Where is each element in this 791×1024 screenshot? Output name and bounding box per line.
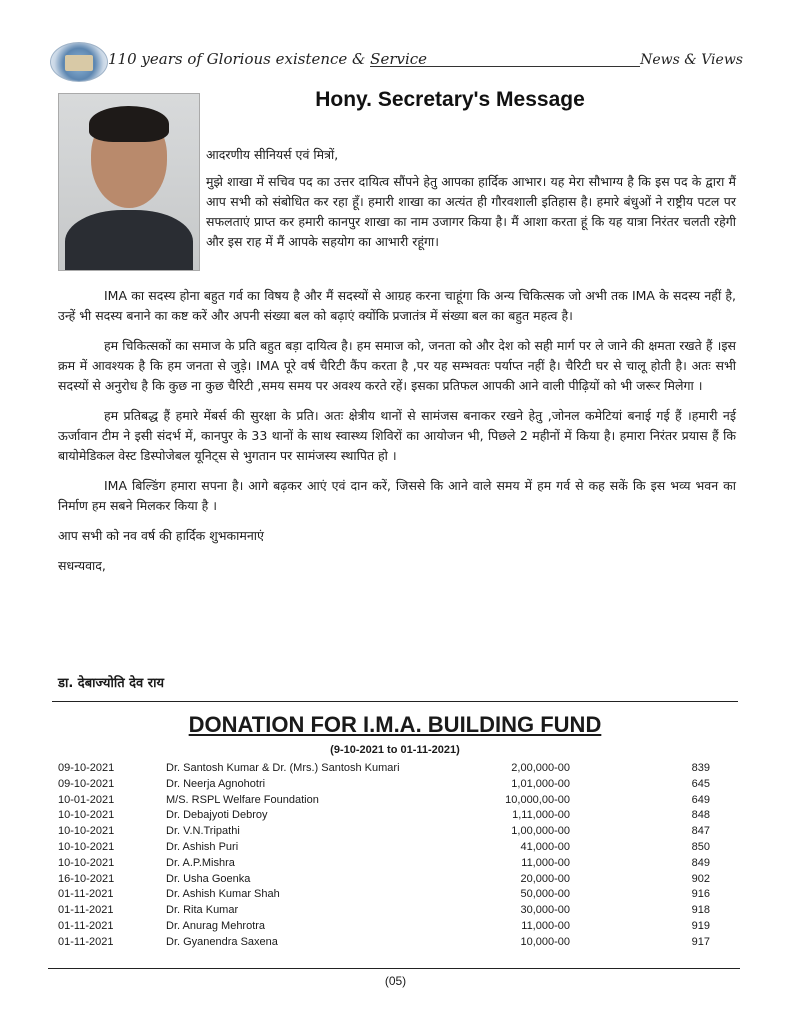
section-name: News & Views (640, 52, 743, 68)
donation-amount: 11,000-00 (521, 919, 570, 932)
donor-name: Dr. Ashish Puri (166, 840, 239, 853)
donor-name: M/S. RSPL Welfare Foundation (166, 793, 319, 806)
table-row (58, 762, 718, 778)
greeting: आप सभी को नव वर्ष की हार्दिक शुभकामनाएं (58, 528, 264, 543)
page-title: Hony. Secretary's Message (315, 88, 585, 111)
donation-table (58, 762, 718, 952)
header-tagline: 110 years of Glorious existence & Service (108, 50, 428, 68)
donation-amount: 1,00,000-00 (511, 825, 570, 838)
thanks: सधन्यवाद, (58, 558, 106, 573)
letter-paragraph: हम प्रतिबद्ध हैं हमारे मेंबर्स की सुरक्षा के प्रति। अतः क्षेत्रीय थानों से सामंजस बनाकर रखने हेतु ,जोनल कमेटियां बनाई गई हैं ।हमारी नई ऊर्जावान टीम ने इसी संदर्भ में, कानपुर के 33 थानों के साथ स्वास्थ्य शिविरों का आयोजन भी, पिछले 2 महीनों में किया है। हमारा निरंतर प्रयास हैं कि बायोमेडिकल वेस्ट डिस्पोजेबल यूनिट्स से भुगतान पर सामंजस्य स्थापित हो । (58, 408, 736, 463)
receipt-number: 902 (691, 872, 710, 885)
donor-name: Dr. Ashish Kumar Shah (166, 888, 280, 901)
donation-amount: 10,000,00-00 (505, 793, 570, 806)
donation-amount: 11,000-00 (521, 856, 570, 869)
donation-date: 10-10-2021 (58, 840, 115, 853)
donation-amount: 1,11,000-00 (512, 809, 570, 822)
ima-logo (50, 42, 108, 82)
receipt-number: 850 (691, 840, 710, 853)
donor-name: Dr. Gyanendra Saxena (166, 935, 278, 948)
receipt-number: 649 (691, 793, 710, 806)
table-row (58, 920, 718, 936)
page-header (0, 0, 791, 90)
receipt-number: 916 (691, 888, 710, 901)
salutation-text: आदरणीय सीनियर्स एवं मित्रों, (206, 147, 339, 162)
receipt-number: 918 (691, 904, 710, 917)
donation-date: 01-11-2021 (58, 904, 114, 917)
receipt-number: 645 (691, 777, 710, 790)
salutation (206, 145, 736, 165)
divider (52, 701, 738, 702)
donation-amount: 20,000-00 (520, 872, 570, 885)
donation-period: (9-10-2021 to 01-11-2021) (330, 744, 460, 756)
receipt-number: 839 (691, 762, 710, 774)
donation-amount: 10,000-00 (520, 935, 570, 948)
donor-name: Dr. A.P.Mishra (166, 856, 235, 869)
donor-name: Dr. Neerja Agnohotri (166, 777, 266, 790)
table-row (58, 857, 718, 873)
donor-name: Dr. V.N.Tripathi (166, 825, 240, 838)
donation-date: 01-11-2021 (58, 919, 114, 932)
table-row (58, 873, 718, 889)
header-rule (370, 66, 640, 67)
table-row (58, 888, 718, 904)
letter-paragraph: मुझे शाखा में सचिव पद का उत्तर दायित्व सौंपने हेतु आपका हार्दिक आभार। यह मेरा सौभाग्य है कि इस पद के द्वारा मैं आप सभी को संबोधित कर रहा हूँ। हमारी शाखा का अत्यंत ही गौरवशाली इतिहास है। हमारे बंधुओं ने राष्ट्रीय पटल पर सफलताएं प्राप्त कर हमारी कानपुर शाखा का नाम उजागर किया है। मैं आशा करता हूं कि यह यात्रा निरंतर चलती रहेगी और इस राह में मैं आपके सहयोग का आभारी रहूंगा। (206, 174, 736, 249)
receipt-number: 848 (691, 809, 710, 822)
donation-date: 10-01-2021 (58, 793, 115, 806)
donation-date: 10-10-2021 (58, 809, 115, 822)
donation-date: 01-11-2021 (58, 888, 114, 901)
table-row (58, 825, 718, 841)
donor-name: Dr. Santosh Kumar & Dr. (Mrs.) Santosh Kumari (166, 762, 400, 774)
building-icon (65, 55, 93, 71)
donation-date: 09-10-2021 (58, 762, 115, 774)
photo-hair (89, 106, 169, 142)
table-row (58, 778, 718, 794)
donation-date: 16-10-2021 (58, 872, 115, 885)
donor-name: Dr. Anurag Mehrotra (166, 919, 266, 932)
donation-date: 09-10-2021 (58, 777, 115, 790)
donation-amount: 41,000-00 (520, 840, 570, 853)
donor-name: Dr. Usha Goenka (166, 872, 251, 885)
table-row (58, 936, 718, 952)
receipt-number: 849 (691, 856, 710, 869)
donor-name: Dr. Rita Kumar (166, 904, 239, 917)
letter-paragraph: IMA बिल्डिंग हमारा सपना है। आगे बढ़कर आएं एवं दान करें, जिससे कि आने वाले समय में हम गर्व से कह सकें कि इस भव्य भवन का निर्माण हम सबने मिलकर किया है । (58, 478, 736, 513)
donation-amount: 50,000-00 (520, 888, 570, 901)
donation-amount: 2,00,000-00 (511, 762, 570, 774)
donation-date: 10-10-2021 (58, 825, 115, 838)
receipt-number: 917 (691, 935, 710, 948)
receipt-number: 919 (691, 919, 710, 932)
receipt-number: 847 (691, 825, 710, 838)
donation-title: DONATION FOR I.M.A. BUILDING FUND (188, 712, 602, 737)
secretary-photo (58, 93, 200, 271)
donation-date: 01-11-2021 (58, 935, 114, 948)
donor-name: Dr. Debajyoti Debroy (166, 809, 268, 822)
table-row (58, 841, 718, 857)
donation-date: 10-10-2021 (58, 856, 115, 869)
page-number: (05) (384, 974, 407, 988)
signature: डा. देबाज्योति देव राय (58, 676, 165, 691)
donation-amount: 1,01,000-00 (511, 777, 570, 790)
table-row (58, 904, 718, 920)
footer-divider (48, 968, 740, 969)
letter-body (58, 286, 736, 586)
letter-paragraph: हम चिकित्सकों का समाज के प्रति बहुत बड़ा दायित्व है। हम समाज को, जनता को और देश को सही मार्ग पर ले जाने की क्षमता रखते हैं ।इस क्रम में आवश्यक है कि हम जनता से जुड़े। IMA पूरे वर्ष चैरिटी कैंप करता है ,पर यह सम्भवतः पर्याप्त नहीं है। चैरिटी घर से चालू होती है। अतः सभी सदस्यों से अनुरोध है कि कुछ ना कुछ चैरिटी ,समय समय पर अवश्य करते रहें। इसका प्रतिफल आपकी आने वाली पीढ़ियों को भी जरूर मिलेगा । (58, 338, 736, 393)
table-row (58, 809, 718, 825)
table-row (58, 794, 718, 810)
letter-paragraph: IMA का सदस्य होना बहुत गर्व का विषय है और मैं सदस्यों से आग्रह करना चाहूंगा कि अन्य चिकित्सक जो अभी तक IMA के सदस्य नहीं है, उन्हें भी सदस्य बनाने का कष्ट करें और अपनी संख्या बल को बढ़ाएं क्योंकि प्रजातंत्र में संख्या बल का बहुत महत्व है। (58, 288, 736, 323)
donation-amount: 30,000-00 (520, 904, 570, 917)
letter-intro (206, 172, 736, 252)
photo-body (65, 210, 193, 271)
